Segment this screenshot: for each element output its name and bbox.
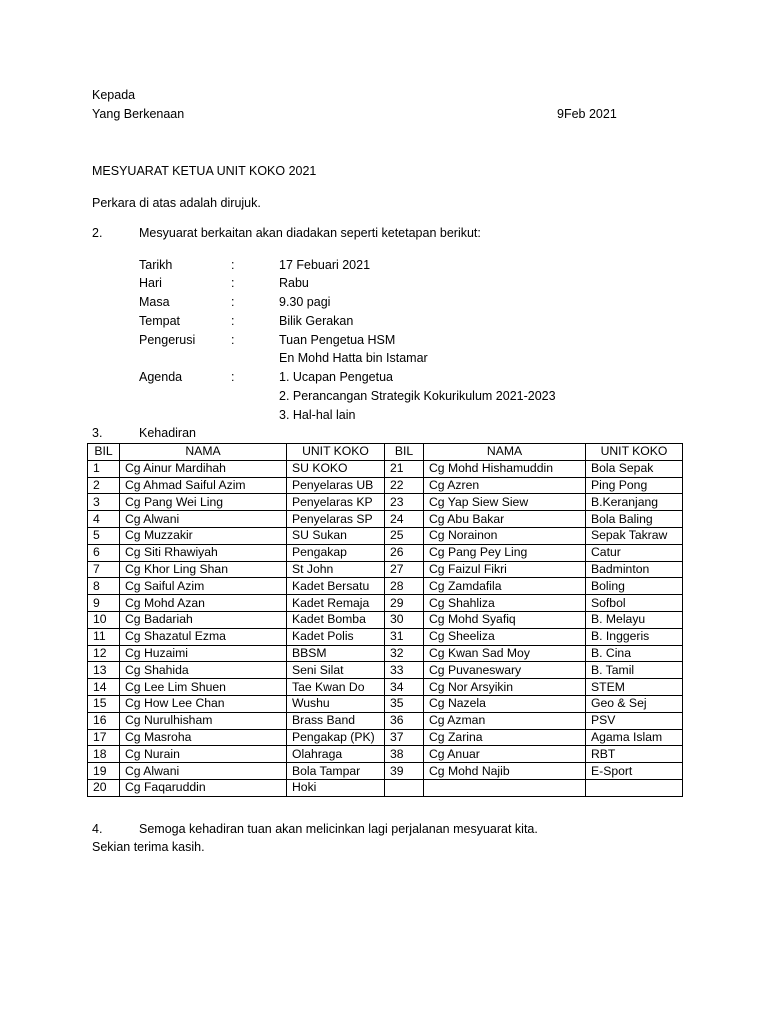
nama-cell: Cg Saiful Azim bbox=[120, 578, 287, 595]
bil-cell: 27 bbox=[385, 561, 424, 578]
unit-koko-cell: PSV bbox=[586, 712, 683, 729]
bil-cell: 5 bbox=[88, 527, 120, 544]
nama-cell: Cg Mohd Najib bbox=[424, 763, 586, 780]
table-row bbox=[88, 729, 683, 746]
table-row bbox=[88, 645, 683, 662]
agenda-colon: : bbox=[231, 370, 235, 384]
agenda-item-3: 3. Hal-hal lain bbox=[279, 408, 356, 422]
unit-koko-cell: B. Cina bbox=[586, 645, 683, 662]
header-nama: NAMA bbox=[424, 444, 586, 461]
pengerusi-label: Pengerusi bbox=[139, 333, 196, 347]
recipient-line-2: Yang Berkenaan bbox=[92, 107, 185, 121]
header-unit-koko: UNIT KOKO bbox=[287, 444, 385, 461]
unit-koko-cell: Seni Silat bbox=[287, 662, 385, 679]
unit-koko-cell: Ping Pong bbox=[586, 477, 683, 494]
tempat-value: Bilik Gerakan bbox=[279, 314, 354, 328]
nama-cell bbox=[424, 779, 586, 796]
nama-cell: Cg Shahida bbox=[120, 662, 287, 679]
tarikh-colon: : bbox=[231, 258, 235, 272]
agenda-item-1: 1. Ucapan Pengetua bbox=[279, 370, 393, 384]
unit-koko-cell: Tae Kwan Do bbox=[287, 679, 385, 696]
table-row bbox=[88, 763, 683, 780]
bil-cell: 9 bbox=[88, 595, 120, 612]
unit-koko-cell: Pengakap bbox=[287, 544, 385, 561]
letter-date: 9Feb 2021 bbox=[557, 107, 617, 121]
nama-cell: Cg Ainur Mardihah bbox=[120, 460, 287, 477]
bil-cell: 34 bbox=[385, 679, 424, 696]
unit-koko-cell: Kadet Polis bbox=[287, 628, 385, 645]
nama-cell: Cg Siti Rhawiyah bbox=[120, 544, 287, 561]
letter-title: MESYUARAT KETUA UNIT KOKO 2021 bbox=[92, 164, 317, 178]
nama-cell: Cg Yap Siew Siew bbox=[424, 494, 586, 511]
unit-koko-cell: STEM bbox=[586, 679, 683, 696]
nama-cell: Cg Zamdafila bbox=[424, 578, 586, 595]
agenda-label: Agenda bbox=[139, 370, 183, 384]
tarikh-label: Tarikh bbox=[139, 258, 173, 272]
nama-cell: Cg Norainon bbox=[424, 527, 586, 544]
table-row bbox=[88, 511, 683, 528]
nama-cell: Cg Khor Ling Shan bbox=[120, 561, 287, 578]
unit-koko-cell: Penyelaras SP bbox=[287, 511, 385, 528]
unit-koko-cell: Pengakap (PK) bbox=[287, 729, 385, 746]
unit-koko-cell: Kadet Bomba bbox=[287, 611, 385, 628]
bil-cell: 37 bbox=[385, 729, 424, 746]
unit-koko-cell: Penyelaras KP bbox=[287, 494, 385, 511]
nama-cell: Cg Sheeliza bbox=[424, 628, 586, 645]
header-unit-koko: UNIT KOKO bbox=[586, 444, 683, 461]
bil-cell: 4 bbox=[88, 511, 120, 528]
bil-cell: 24 bbox=[385, 511, 424, 528]
unit-koko-cell: Penyelaras UB bbox=[287, 477, 385, 494]
unit-koko-cell: RBT bbox=[586, 746, 683, 763]
bil-cell: 14 bbox=[88, 679, 120, 696]
reference-line: Perkara di atas adalah dirujuk. bbox=[92, 196, 261, 210]
nama-cell: Cg Mohd Azan bbox=[120, 595, 287, 612]
nama-cell: Cg Shahliza bbox=[424, 595, 586, 612]
table-row bbox=[88, 460, 683, 477]
bil-cell: 11 bbox=[88, 628, 120, 645]
unit-koko-cell: BBSM bbox=[287, 645, 385, 662]
bil-cell: 32 bbox=[385, 645, 424, 662]
paragraph-4-number: 4. bbox=[92, 822, 103, 836]
header-bil: BIL bbox=[88, 444, 120, 461]
nama-cell: Cg Badariah bbox=[120, 611, 287, 628]
bil-cell: 33 bbox=[385, 662, 424, 679]
table-row bbox=[88, 544, 683, 561]
hari-colon: : bbox=[231, 276, 235, 290]
bil-cell: 6 bbox=[88, 544, 120, 561]
bil-cell: 10 bbox=[88, 611, 120, 628]
table-row bbox=[88, 595, 683, 612]
paragraph-2-number: 2. bbox=[92, 226, 103, 240]
unit-koko-cell: B.Keranjang bbox=[586, 494, 683, 511]
bil-cell: 18 bbox=[88, 746, 120, 763]
unit-koko-cell: SU Sukan bbox=[287, 527, 385, 544]
bil-cell: 17 bbox=[88, 729, 120, 746]
bil-cell: 36 bbox=[385, 712, 424, 729]
paragraph-2-text: Mesyuarat berkaitan akan diadakan seperti ketetapan berikut: bbox=[139, 226, 481, 240]
nama-cell: Cg Puvaneswary bbox=[424, 662, 586, 679]
attendance-table-body bbox=[88, 460, 683, 796]
hari-value: Rabu bbox=[279, 276, 309, 290]
nama-cell: Cg Nurulhisham bbox=[120, 712, 287, 729]
nama-cell: Cg Nazela bbox=[424, 695, 586, 712]
nama-cell: Cg Azman bbox=[424, 712, 586, 729]
table-row bbox=[88, 494, 683, 511]
bil-cell: 31 bbox=[385, 628, 424, 645]
table-row bbox=[88, 712, 683, 729]
nama-cell: Cg Alwani bbox=[120, 511, 287, 528]
table-row bbox=[88, 578, 683, 595]
bil-cell: 30 bbox=[385, 611, 424, 628]
table-row bbox=[88, 662, 683, 679]
table-row bbox=[88, 561, 683, 578]
attendance-header-row bbox=[88, 444, 683, 461]
unit-koko-cell: Brass Band bbox=[287, 712, 385, 729]
paragraph-3-number: 3. bbox=[92, 426, 103, 440]
pengerusi-value-1: Tuan Pengetua HSM bbox=[279, 333, 396, 347]
nama-cell: Cg Huzaimi bbox=[120, 645, 287, 662]
masa-value: 9.30 pagi bbox=[279, 295, 331, 309]
paragraph-3-text: Kehadiran bbox=[139, 426, 196, 440]
unit-koko-cell: E-Sport bbox=[586, 763, 683, 780]
nama-cell: Cg Azren bbox=[424, 477, 586, 494]
nama-cell: Cg Masroha bbox=[120, 729, 287, 746]
tarikh-value: 17 Febuari 2021 bbox=[279, 258, 371, 272]
bil-cell: 20 bbox=[88, 779, 120, 796]
masa-label: Masa bbox=[139, 295, 170, 309]
masa-colon: : bbox=[231, 295, 235, 309]
nama-cell: Cg Faqaruddin bbox=[120, 779, 287, 796]
nama-cell: Cg Pang Pey Ling bbox=[424, 544, 586, 561]
bil-cell: 2 bbox=[88, 477, 120, 494]
unit-koko-cell bbox=[586, 779, 683, 796]
unit-koko-cell: B. Melayu bbox=[586, 611, 683, 628]
bil-cell: 22 bbox=[385, 477, 424, 494]
table-row bbox=[88, 628, 683, 645]
nama-cell: Cg Nor Arsyikin bbox=[424, 679, 586, 696]
nama-cell: Cg Mohd Hishamuddin bbox=[424, 460, 586, 477]
bil-cell: 39 bbox=[385, 763, 424, 780]
table-row bbox=[88, 746, 683, 763]
header-nama: NAMA bbox=[120, 444, 287, 461]
nama-cell: Cg Nurain bbox=[120, 746, 287, 763]
bil-cell: 26 bbox=[385, 544, 424, 561]
nama-cell: Cg Abu Bakar bbox=[424, 511, 586, 528]
bil-cell: 23 bbox=[385, 494, 424, 511]
header-bil: BIL bbox=[385, 444, 424, 461]
unit-koko-cell: B. Tamil bbox=[586, 662, 683, 679]
bil-cell: 13 bbox=[88, 662, 120, 679]
nama-cell: Cg Lee Lim Shuen bbox=[120, 679, 287, 696]
table-row bbox=[88, 527, 683, 544]
closing-line: Sekian terima kasih. bbox=[92, 840, 205, 854]
table-row bbox=[88, 679, 683, 696]
unit-koko-cell: B. Inggeris bbox=[586, 628, 683, 645]
bil-cell: 25 bbox=[385, 527, 424, 544]
unit-koko-cell: Hoki bbox=[287, 779, 385, 796]
bil-cell: 29 bbox=[385, 595, 424, 612]
unit-koko-cell: Olahraga bbox=[287, 746, 385, 763]
bil-cell: 3 bbox=[88, 494, 120, 511]
unit-koko-cell: Catur bbox=[586, 544, 683, 561]
unit-koko-cell: Bola Sepak bbox=[586, 460, 683, 477]
nama-cell: Cg Mohd Syafiq bbox=[424, 611, 586, 628]
bil-cell: 19 bbox=[88, 763, 120, 780]
unit-koko-cell: Bola Baling bbox=[586, 511, 683, 528]
bil-cell: 21 bbox=[385, 460, 424, 477]
unit-koko-cell: SU KOKO bbox=[287, 460, 385, 477]
bil-cell: 35 bbox=[385, 695, 424, 712]
table-row bbox=[88, 477, 683, 494]
nama-cell: Cg Faizul Fikri bbox=[424, 561, 586, 578]
recipient-line-1: Kepada bbox=[92, 88, 136, 102]
unit-koko-cell: Boling bbox=[586, 578, 683, 595]
nama-cell: Cg How Lee Chan bbox=[120, 695, 287, 712]
table-row bbox=[88, 779, 683, 796]
bil-cell: 38 bbox=[385, 746, 424, 763]
unit-koko-cell: St John bbox=[287, 561, 385, 578]
pengerusi-value-2: En Mohd Hatta bin Istamar bbox=[279, 351, 428, 365]
nama-cell: Cg Pang Wei Ling bbox=[120, 494, 287, 511]
table-row bbox=[88, 611, 683, 628]
nama-cell: Cg Ahmad Saiful Azim bbox=[120, 477, 287, 494]
unit-koko-cell: Sepak Takraw bbox=[586, 527, 683, 544]
unit-koko-cell: Badminton bbox=[586, 561, 683, 578]
bil-cell: 28 bbox=[385, 578, 424, 595]
nama-cell: Cg Shazatul Ezma bbox=[120, 628, 287, 645]
bil-cell: 1 bbox=[88, 460, 120, 477]
tempat-label: Tempat bbox=[139, 314, 180, 328]
bil-cell: 12 bbox=[88, 645, 120, 662]
unit-koko-cell: Wushu bbox=[287, 695, 385, 712]
bil-cell bbox=[385, 779, 424, 796]
unit-koko-cell: Kadet Bersatu bbox=[287, 578, 385, 595]
unit-koko-cell: Agama Islam bbox=[586, 729, 683, 746]
nama-cell: Cg Anuar bbox=[424, 746, 586, 763]
unit-koko-cell: Geo & Sej bbox=[586, 695, 683, 712]
nama-cell: Cg Alwani bbox=[120, 763, 287, 780]
table-row bbox=[88, 695, 683, 712]
bil-cell: 7 bbox=[88, 561, 120, 578]
unit-koko-cell: Sofbol bbox=[586, 595, 683, 612]
nama-cell: Cg Muzzakir bbox=[120, 527, 287, 544]
pengerusi-colon: : bbox=[231, 333, 235, 347]
nama-cell: Cg Zarina bbox=[424, 729, 586, 746]
bil-cell: 16 bbox=[88, 712, 120, 729]
bil-cell: 8 bbox=[88, 578, 120, 595]
unit-koko-cell: Kadet Remaja bbox=[287, 595, 385, 612]
unit-koko-cell: Bola Tampar bbox=[287, 763, 385, 780]
tempat-colon: : bbox=[231, 314, 235, 328]
paragraph-4-text: Semoga kehadiran tuan akan melicinkan lagi perjalanan mesyuarat kita. bbox=[139, 822, 538, 836]
nama-cell: Cg Kwan Sad Moy bbox=[424, 645, 586, 662]
hari-label: Hari bbox=[139, 276, 162, 290]
bil-cell: 15 bbox=[88, 695, 120, 712]
agenda-item-2: 2. Perancangan Strategik Kokurikulum 2021-2023 bbox=[279, 389, 556, 403]
attendance-table bbox=[87, 443, 683, 797]
